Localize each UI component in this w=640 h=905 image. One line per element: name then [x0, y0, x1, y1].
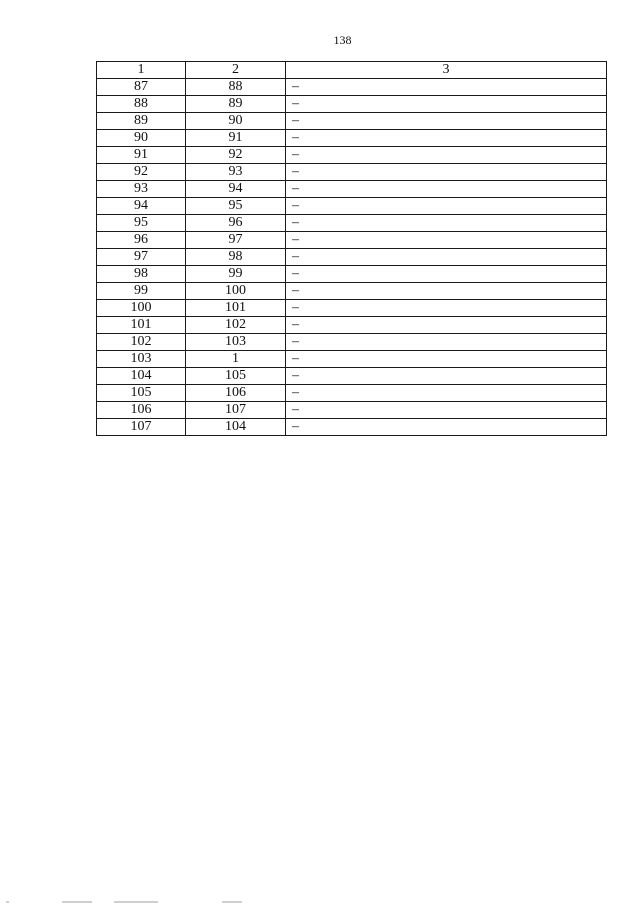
table-row — [97, 181, 607, 198]
column-header-3: 3 — [286, 62, 607, 79]
table-cell-col-2: 92 — [186, 147, 286, 164]
scan-artifact-marks — [0, 899, 640, 905]
table-cell-col-2: 99 — [186, 266, 286, 283]
table-cell-col-1: 100 — [97, 300, 186, 317]
table-cell-col-3: – — [286, 130, 607, 147]
table-row — [97, 317, 607, 334]
table-cell-col-1: 99 — [97, 283, 186, 300]
table-cell-col-1: 92 — [97, 164, 186, 181]
table-cell-col-2: 95 — [186, 198, 286, 215]
table-cell-col-3: – — [286, 419, 607, 436]
table-cell-col-1: 105 — [97, 385, 186, 402]
table-cell-col-3: – — [286, 79, 607, 96]
table-cell-col-3: – — [286, 351, 607, 368]
table-row — [97, 334, 607, 351]
table-cell-col-2: 102 — [186, 317, 286, 334]
page-number: 138 — [333, 33, 352, 47]
table-cell-col-3: – — [286, 249, 607, 266]
table-cell-col-1: 97 — [97, 249, 186, 266]
table-row — [97, 419, 607, 436]
table-cell-col-2: 98 — [186, 249, 286, 266]
column-header-1: 1 — [97, 62, 186, 79]
table-cell-col-2: 107 — [186, 402, 286, 419]
table-cell-col-3: – — [286, 96, 607, 113]
table-cell-col-2: 100 — [186, 283, 286, 300]
table-row — [97, 300, 607, 317]
table-cell-col-3: – — [286, 402, 607, 419]
table-cell-col-2: 90 — [186, 113, 286, 130]
table-cell-col-1: 107 — [97, 419, 186, 436]
table-cell-col-3: – — [286, 181, 607, 198]
table-row — [97, 232, 607, 249]
table-cell-col-2: 106 — [186, 385, 286, 402]
table-cell-col-2: 96 — [186, 215, 286, 232]
table-row — [97, 368, 607, 385]
table-cell-col-2: 91 — [186, 130, 286, 147]
table-cell-col-3: – — [286, 215, 607, 232]
table-cell-col-3: – — [286, 368, 607, 385]
table-header-row — [97, 62, 607, 79]
table-row — [97, 130, 607, 147]
table-row — [97, 351, 607, 368]
table-cell-col-3: – — [286, 113, 607, 130]
table-row — [97, 402, 607, 419]
table-cell-col-1: 88 — [97, 96, 186, 113]
table-row — [97, 96, 607, 113]
table-cell-col-2: 1 — [186, 351, 286, 368]
table-cell-col-3: – — [286, 266, 607, 283]
table-cell-col-2: 94 — [186, 181, 286, 198]
table-cell-col-2: 93 — [186, 164, 286, 181]
table-row — [97, 266, 607, 283]
table-cell-col-3: – — [286, 232, 607, 249]
table-row — [97, 385, 607, 402]
table-row — [97, 147, 607, 164]
table-cell-col-3: – — [286, 164, 607, 181]
data-table — [96, 61, 607, 436]
table-cell-col-3: – — [286, 147, 607, 164]
table-cell-col-1: 106 — [97, 402, 186, 419]
table-cell-col-1: 96 — [97, 232, 186, 249]
table-cell-col-2: 101 — [186, 300, 286, 317]
table-cell-col-3: – — [286, 198, 607, 215]
table-cell-col-3: – — [286, 385, 607, 402]
table-row — [97, 249, 607, 266]
table-cell-col-1: 93 — [97, 181, 186, 198]
table-row — [97, 283, 607, 300]
table-cell-col-1: 103 — [97, 351, 186, 368]
table-cell-col-1: 87 — [97, 79, 186, 96]
table-cell-col-2: 105 — [186, 368, 286, 385]
table-body — [97, 79, 607, 436]
table-cell-col-1: 89 — [97, 113, 186, 130]
table-cell-col-1: 91 — [97, 147, 186, 164]
table-row — [97, 215, 607, 232]
table-cell-col-1: 104 — [97, 368, 186, 385]
table-cell-col-1: 98 — [97, 266, 186, 283]
table-cell-col-2: 89 — [186, 96, 286, 113]
table-cell-col-2: 88 — [186, 79, 286, 96]
table-cell-col-3: – — [286, 300, 607, 317]
table-cell-col-1: 102 — [97, 334, 186, 351]
table-cell-col-1: 90 — [97, 130, 186, 147]
table-cell-col-2: 104 — [186, 419, 286, 436]
column-header-2: 2 — [186, 62, 286, 79]
table-cell-col-3: – — [286, 334, 607, 351]
table-cell-col-1: 95 — [97, 215, 186, 232]
table-cell-col-2: 97 — [186, 232, 286, 249]
table-cell-col-1: 94 — [97, 198, 186, 215]
table-row — [97, 113, 607, 130]
table-cell-col-3: – — [286, 283, 607, 300]
table-row — [97, 198, 607, 215]
table-cell-col-2: 103 — [186, 334, 286, 351]
table-cell-col-3: – — [286, 317, 607, 334]
table-cell-col-1: 101 — [97, 317, 186, 334]
table-row — [97, 79, 607, 96]
table-row — [97, 164, 607, 181]
